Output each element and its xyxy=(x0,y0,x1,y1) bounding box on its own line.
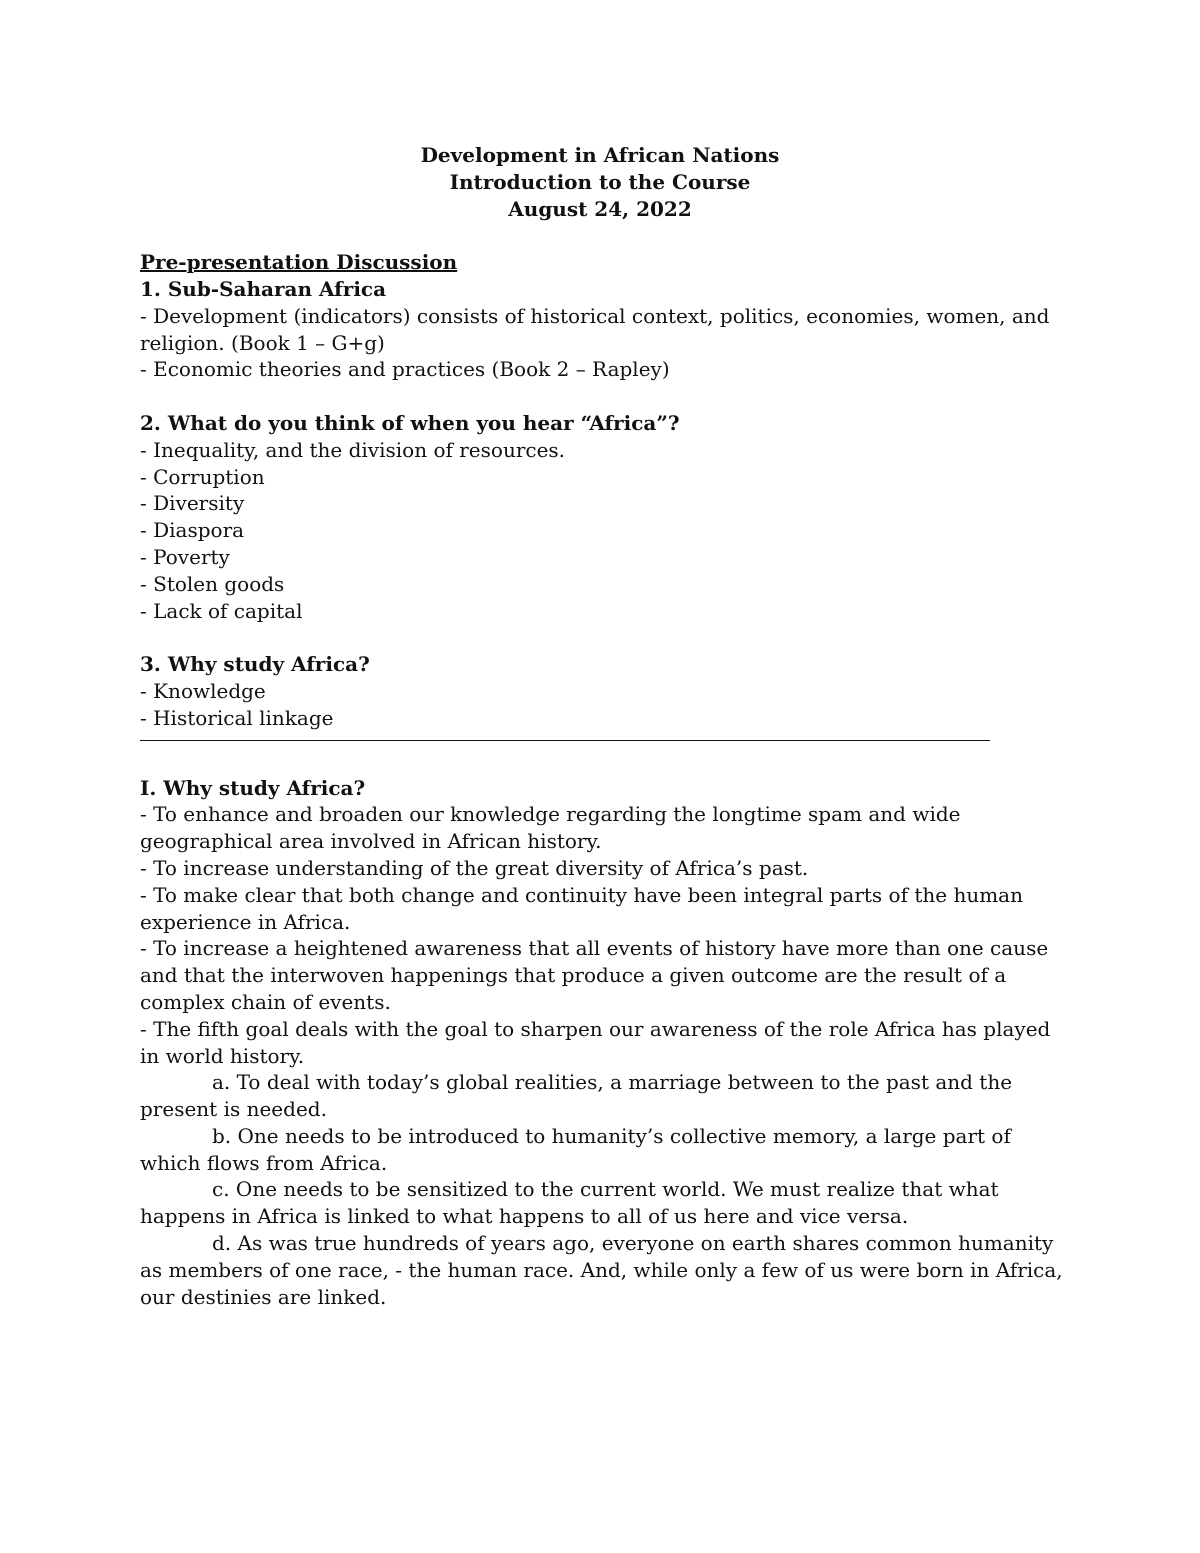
list-item: - Knowledge xyxy=(140,678,266,703)
q2-heading: 2. What do you think of when you hear “Africa”? xyxy=(140,410,680,435)
sub-list-item: a. To deal with today’s global realities, a marriage between to the past and the present is needed. xyxy=(140,1070,1013,1122)
list-item: - To increase understanding of the great diversity of Africa’s past. xyxy=(140,855,809,880)
list-item: - Inequality, and the division of resources. xyxy=(140,437,566,462)
document-title: Development in African Nations xyxy=(420,143,780,167)
section-divider xyxy=(140,732,990,741)
list-item: - Stolen goods xyxy=(140,571,285,596)
list-item: - To increase a heightened awareness that all events of history have more than one cause and that the interwoven happenings that produce a given outcome are the result of a complex chain of events. xyxy=(140,936,1049,1014)
q1-heading: 1. Sub-Saharan Africa xyxy=(140,276,387,301)
list-item: - Corruption xyxy=(140,464,265,489)
sub-list-item: d. As was true hundreds of years ago, everyone on earth shares common humanity as members of one race, - the human race. And, while only a few of us were born in Africa, our destinies are linked. xyxy=(140,1231,1063,1309)
section1-heading: I. Why study Africa? xyxy=(140,775,366,800)
list-item: - To enhance and broaden our knowledge regarding the longtime spam and wide geographical area involved in African history. xyxy=(140,802,961,854)
q3-heading: 3. Why study Africa? xyxy=(140,652,370,677)
list-item: - Development (indicators) consists of historical context, politics, economies, women, and religion. (Book 1 – G+g) xyxy=(140,303,1050,355)
list-item: - Diversity xyxy=(140,491,245,516)
sub-list-item: c. One needs to be sensitized to the current world. We must realize that what happens in Africa is linked to what happens to all of us here and vice versa. xyxy=(140,1177,999,1229)
list-item: - Lack of capital xyxy=(140,598,303,623)
title-block xyxy=(0,142,1200,222)
list-item: - Economic theories and practices (Book 2 – Rapley) xyxy=(140,357,670,382)
list-item: - Historical linkage xyxy=(140,705,334,730)
list-item: - The fifth goal deals with the goal to sharpen our awareness of the role Africa has played in world history. xyxy=(140,1016,1051,1068)
list-item: - Diaspora xyxy=(140,518,245,543)
document-page xyxy=(140,142,1065,1310)
document-subtitle: Introduction to the Course xyxy=(449,169,751,194)
sub-list-item: b. One needs to be introduced to humanity’s collective memory, a large part of which flows from Africa. xyxy=(140,1123,1011,1175)
pre-discussion-heading: Pre-presentation Discussion xyxy=(140,250,458,275)
document-date: August 24, 2022 xyxy=(508,196,692,221)
list-item: - Poverty xyxy=(140,544,230,569)
list-item: - To make clear that both change and continuity have been integral parts of the human experience in Africa. xyxy=(140,882,1023,934)
